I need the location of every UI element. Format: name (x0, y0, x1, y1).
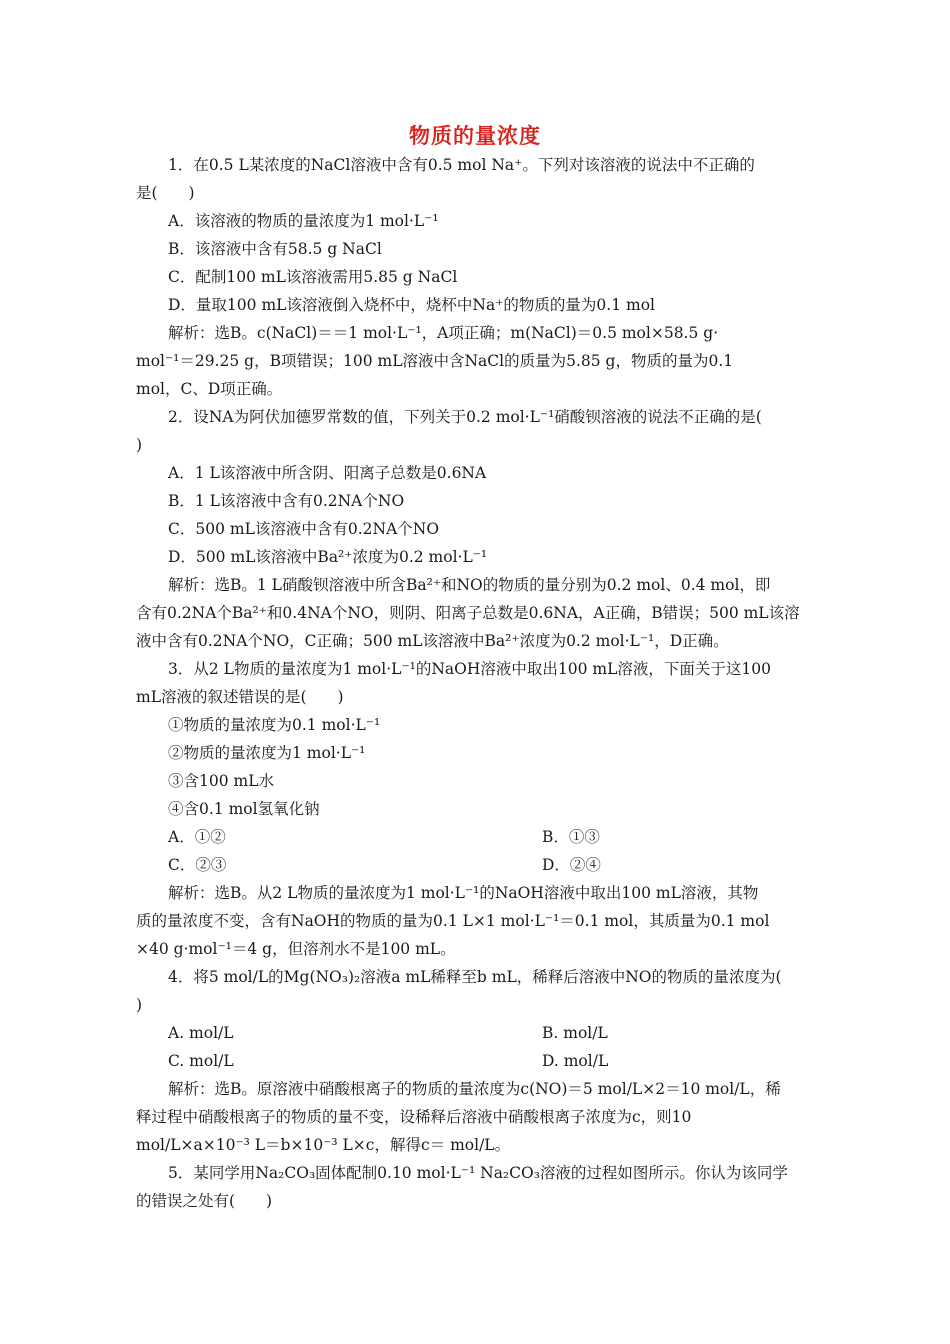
page-title: 物质的量浓度 (409, 124, 541, 148)
q1-option-b: B．该溶液中含有58.5 g NaCl (168, 240, 382, 258)
q5-stem-line2: 的错误之处有( ) (136, 1192, 273, 1210)
q3-statement-3: ③含100 mL水 (168, 772, 275, 790)
q1-answer-line2: mol⁻¹＝29.25 g，B项错误；100 mL溶液中含NaCl的质量为5.85 g，物质的量为0.1 (136, 352, 734, 370)
q3-answer-line1: 解析：选B。从2 L物质的量浓度为1 mol·L⁻¹的NaOH溶液中取出100 mL溶液，其物 (168, 884, 759, 902)
q3-option-d: D．②④ (542, 856, 601, 874)
q3-option-b: B．①③ (542, 828, 600, 846)
q2-option-c: C．500 mL该溶液中含有0.2NA个NO (168, 520, 440, 538)
q2-option-d: D．500 mL该溶液中Ba²⁺浓度为0.2 mol·L⁻¹ (168, 548, 488, 566)
q2-option-b: B．1 L该溶液中含有0.2NA个NO (168, 492, 405, 510)
q1-answer-line3: mol，C、D项正确。 (136, 380, 283, 398)
q2-stem-line2: ) (136, 436, 143, 454)
q4-option-c: C. mol/L (168, 1052, 234, 1070)
q5-stem-line1: 5．某同学用Na₂CO₃固体配制0.10 mol·L⁻¹ Na₂CO₃溶液的过程如图所示。你认为该同学 (168, 1164, 788, 1182)
q3-stem-line1: 3．从2 L物质的量浓度为1 mol·L⁻¹的NaOH溶液中取出100 mL溶液，下面关于这100 (168, 660, 771, 678)
q1-answer-line1: 解析：选B。c(NaCl)＝＝1 mol·L⁻¹，A项正确；m(NaCl)＝0.5 mol×58.5 g· (168, 324, 719, 342)
q3-option-c: C．②③ (168, 856, 227, 874)
q3-stem-line2: mL溶液的叙述错误的是( ) (136, 688, 344, 706)
q2-answer-line2: 含有0.2NA个Ba²⁺和0.4NA个NO，则阴、阳离子总数是0.6NA，A正确，B错误；500 mL该溶 (136, 604, 800, 622)
q1-option-d: D．量取100 mL该溶液倒入烧杯中，烧杯中Na⁺的物质的量为0.1 mol (168, 296, 655, 314)
q1-option-c: C．配制100 mL该溶液需用5.85 g NaCl (168, 268, 458, 286)
q4-option-d: D. mol/L (542, 1052, 609, 1070)
q1-stem-line1: 1．在0.5 L某浓度的NaCl溶液中含有0.5 mol Na⁺。下列对该溶液的说法中不正确的 (168, 156, 755, 174)
q3-answer-line3: ×40 g·mol⁻¹＝4 g，但溶剂水不是100 mL。 (136, 940, 456, 958)
q3-option-a: A．①② (168, 828, 226, 846)
q3-statement-4: ④含0.1 mol氢氧化钠 (168, 800, 320, 818)
q2-option-a: A．1 L该溶液中所含阴、阳离子总数是0.6NA (168, 464, 487, 482)
q2-answer-line1: 解析：选B。1 L硝酸钡溶液中所含Ba²⁺和NO的物质的量分别为0.2 mol、0.4 mol，即 (168, 576, 771, 594)
q3-statement-2: ②物质的量浓度为1 mol·L⁻¹ (168, 744, 366, 762)
q3-statement-1: ①物质的量浓度为0.1 mol·L⁻¹ (168, 716, 381, 734)
q2-stem-line1: 2．设NA为阿伏加德罗常数的值，下列关于0.2 mol·L⁻¹硝酸钡溶液的说法不正确的是( (168, 408, 762, 426)
q4-stem-line2: ) (136, 996, 143, 1014)
q4-option-a: A. mol/L (168, 1024, 234, 1042)
q4-answer-line3: mol/L×a×10⁻³ L＝b×10⁻³ L×c，解得c＝ mol/L。 (136, 1136, 511, 1154)
q1-stem-line2: 是( ) (136, 184, 195, 202)
q1-option-a: A．该溶液的物质的量浓度为1 mol·L⁻¹ (168, 212, 439, 230)
q2-answer-line3: 液中含有0.2NA个NO，C正确；500 mL该溶液中Ba²⁺浓度为0.2 mol·L⁻¹，D正确。 (136, 632, 729, 650)
q4-stem-line1: 4．将5 mol/L的Mg(NO₃)₂溶液a mL稀释至b mL，稀释后溶液中NO的物质的量浓度为( (168, 968, 782, 986)
q4-answer-line1: 解析：选B。原溶液中硝酸根离子的物质的量浓度为c(NO)＝5 mol/L×2＝10 mol/L，稀 (168, 1080, 781, 1098)
q4-option-b: B. mol/L (542, 1024, 608, 1042)
q4-answer-line2: 释过程中硝酸根离子的物质的量不变，设稀释后溶液中硝酸根离子浓度为c，则10 (136, 1108, 692, 1126)
q3-answer-line2: 质的量浓度不变，含有NaOH的物质的量为0.1 L×1 mol·L⁻¹＝0.1 mol，其质量为0.1 mol (136, 912, 770, 930)
